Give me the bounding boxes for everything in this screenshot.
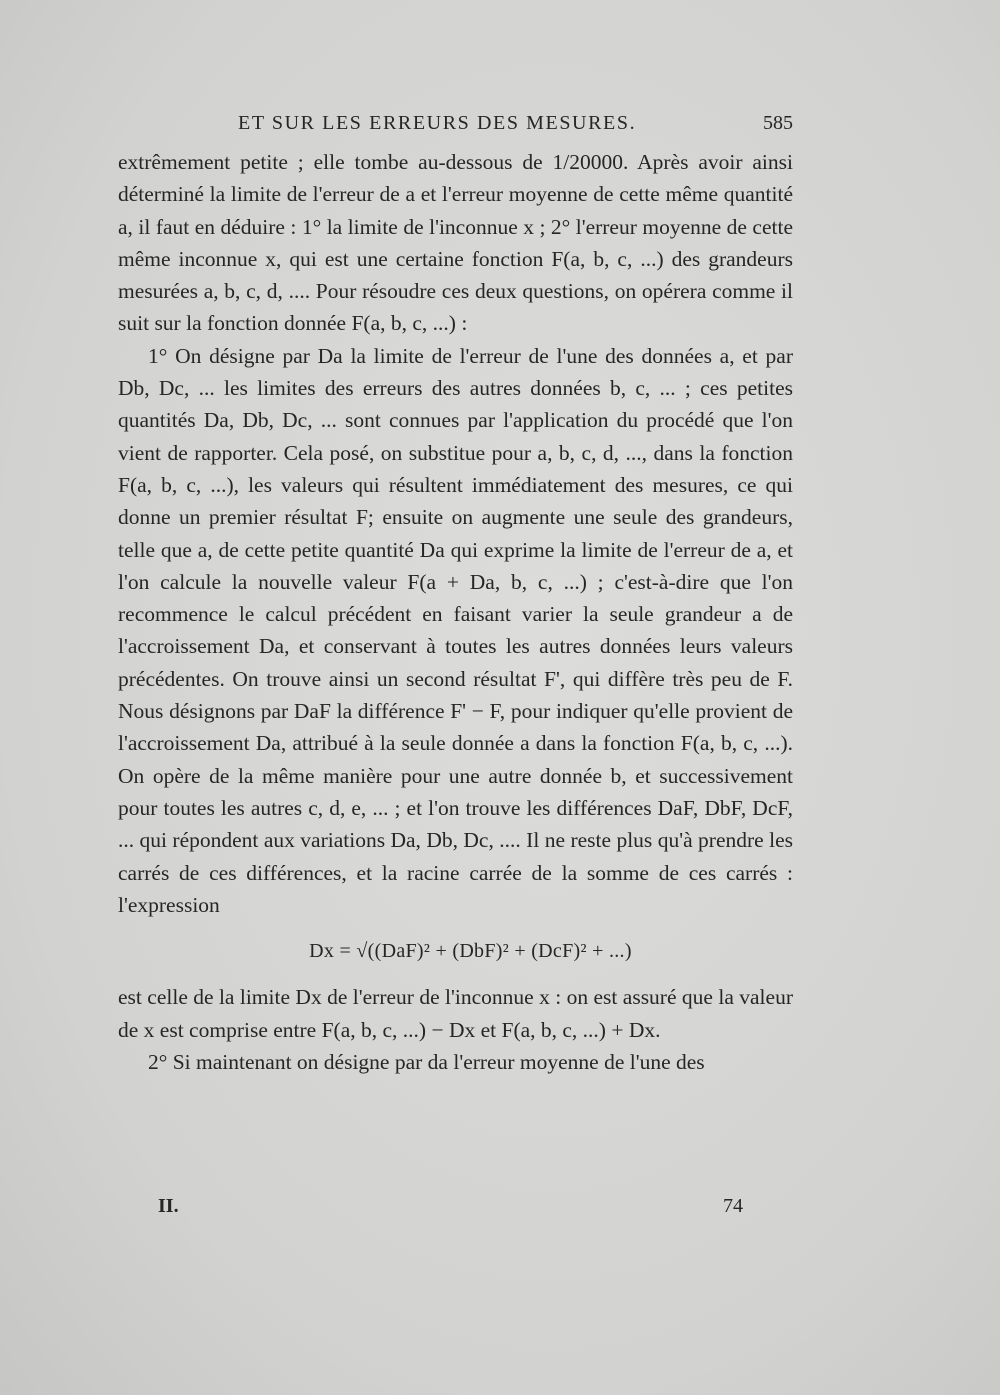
- formula: Dx = √((DaF)² + (DbF)² + (DcF)² + ...): [309, 940, 632, 963]
- running-title: ET SUR LES ERREURS DES MESURES.: [238, 112, 637, 134]
- page-number: 585: [763, 112, 793, 134]
- sheet-number: 74: [723, 1195, 743, 1217]
- body-text: [118, 146, 793, 1078]
- paragraph-2: 1° On désigne par Da la limite de l'erreur de l'une des données a, et par Db, Dc, ... les limites des erreurs des autres données b, c, ... ; ces petites quantités Da, Db, Dc, ... sont connues par l'application du procédé que l'on vient de rapporter. Cela posé, on substitue pour a, b, c, d, ..., dans la fonction F(a, b, c, ...), les valeurs qui résultent immédiatement des mesures, ce qui donne un premier résultat F; ensuite on augmente une seule des grandeurs, telle que a, de cette petite quantité Da qui exprime la limite de l'erreur de a, et l'on calcule la nouvelle valeur F(a + Da, b, c, ...) ; c'est-à-dire que l'on recommence le calcul précédent en faisant varier la seule grandeur a de l'accroissement Da, et conservant à toutes les autres données leurs valeurs précédentes. On trouve ainsi un second résultat F', qui diffère très peu de F. Nous désignons par DaF la différence F' − F, pour indiquer qu'elle provient de l'accroissement Da, attribué à la seule donnée a dans la fonction F(a, b, c, ...). On opère de la même manière pour une autre donnée b, et successivement pour toutes les autres c, d, e, ... ; et l'on trouve les différences DaF, DbF, DcF, ... qui répondent aux variations Da, Db, Dc, .... Il ne reste plus qu'à prendre les carrés de ces différences, et la racine carrée de la somme de ces carrés : l'expression: [118, 343, 793, 917]
- paragraph-4: 2° Si maintenant on désigne par da l'erreur moyenne de l'une des: [148, 1050, 705, 1075]
- page-header: [118, 112, 793, 140]
- paragraph-3: est celle de la limite Dx de l'erreur de l'inconnue x : on est assuré que la valeur de x est comprise entre F(a, b, c, ...) − Dx et F(a, b, c, ...) + Dx.: [118, 985, 793, 1042]
- page-footer: [118, 1195, 793, 1225]
- paragraph-1: extrêmement petite ; elle tombe au-dessous de 1/20000. Après avoir ainsi déterminé la limite de l'erreur de a et l'erreur moyenne de cette même quantité a, il faut en déduire : 1° la limite de l'inconnue x ; 2° l'erreur moyenne de cette même inconnue x, qui est une certaine fonction F(a, b, c, ...) des grandeurs mesurées a, b, c, d, .... Pour résoudre ces deux questions, on opérera comme il suit sur la fonction donnée F(a, b, c, ...) :: [118, 150, 793, 336]
- signature-mark: II.: [158, 1195, 179, 1217]
